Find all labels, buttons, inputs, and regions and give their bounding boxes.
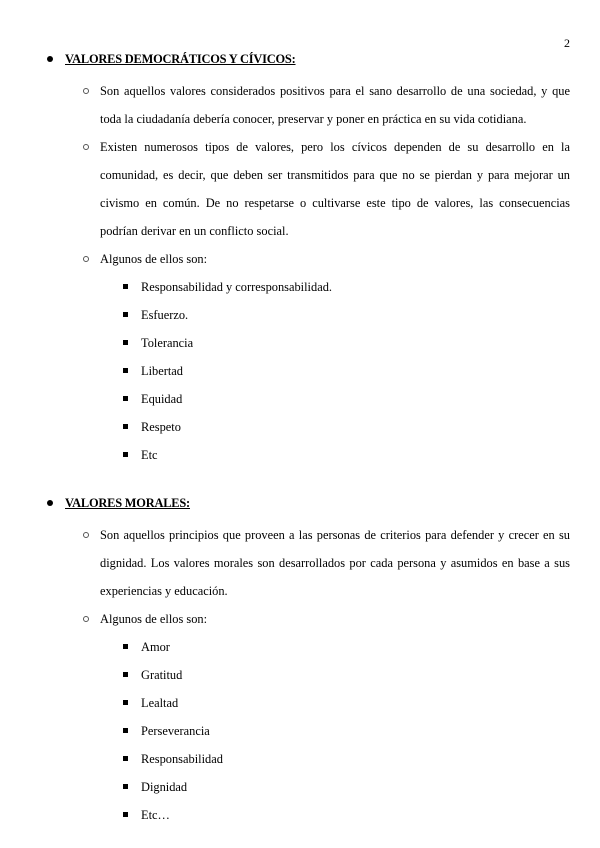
values-list bbox=[86, 273, 570, 469]
list-item-text: Perseverancia bbox=[141, 724, 210, 738]
paragraph-item bbox=[86, 133, 570, 245]
list-item-text: Gratitud bbox=[141, 668, 183, 682]
circle-bullet-icon bbox=[83, 532, 89, 538]
list-intro-item bbox=[86, 605, 570, 633]
square-bullet-icon bbox=[123, 424, 128, 429]
list-item-text: Responsabilidad bbox=[141, 752, 223, 766]
list-item bbox=[123, 633, 570, 661]
square-bullet-icon bbox=[123, 784, 128, 789]
list-item bbox=[123, 745, 570, 773]
list-item bbox=[123, 661, 570, 689]
list-item-text: Etc bbox=[141, 448, 158, 462]
list-item-text: Esfuerzo. bbox=[141, 308, 189, 322]
sub-list bbox=[45, 521, 570, 829]
list-item-text: Lealtad bbox=[141, 696, 179, 710]
paragraph-text: Son aquellos principios que proveen a las personas de criterios para defender y crecer en su dignidad. Los valores morales son desarrollados por cada persona y asumidos en base a sus experiencias y educación. bbox=[100, 528, 570, 598]
paragraph-item bbox=[86, 77, 570, 133]
section-heading-row bbox=[45, 50, 570, 68]
list-item-text: Respeto bbox=[141, 420, 181, 434]
square-bullet-icon bbox=[123, 700, 128, 705]
square-bullet-icon bbox=[123, 756, 128, 761]
list-item bbox=[123, 773, 570, 801]
list-item-text: Amor bbox=[141, 640, 170, 654]
disc-bullet-icon bbox=[47, 500, 53, 506]
sub-list bbox=[45, 77, 570, 469]
list-item bbox=[123, 717, 570, 745]
list-item-text: Equidad bbox=[141, 392, 183, 406]
square-bullet-icon bbox=[123, 284, 128, 289]
list-item bbox=[123, 441, 570, 469]
disc-bullet-icon bbox=[47, 56, 53, 62]
list-item-text: Libertad bbox=[141, 364, 183, 378]
list-item bbox=[123, 301, 570, 329]
list-item bbox=[123, 801, 570, 829]
list-item bbox=[123, 273, 570, 301]
square-bullet-icon bbox=[123, 396, 128, 401]
section-moral-values bbox=[45, 494, 570, 829]
list-intro-text: Algunos de ellos son: bbox=[100, 612, 208, 626]
list-intro-item bbox=[86, 245, 570, 273]
section-heading: VALORES DEMOCRÁTICOS Y CÍVICOS: bbox=[65, 51, 296, 66]
section-heading-row bbox=[45, 494, 570, 512]
list-intro-text: Algunos de ellos son: bbox=[100, 252, 208, 266]
list-item-text: Responsabilidad y corresponsabilidad. bbox=[141, 280, 332, 294]
circle-bullet-icon bbox=[83, 144, 89, 150]
list-item-text: Tolerancia bbox=[141, 336, 194, 350]
section-civic-values bbox=[45, 50, 570, 469]
list-item-text: Dignidad bbox=[141, 780, 188, 794]
list-item bbox=[123, 385, 570, 413]
square-bullet-icon bbox=[123, 812, 128, 817]
section-heading: VALORES MORALES: bbox=[65, 495, 190, 510]
square-bullet-icon bbox=[123, 644, 128, 649]
values-list bbox=[86, 633, 570, 829]
list-item bbox=[123, 329, 570, 357]
circle-bullet-icon bbox=[83, 88, 89, 94]
list-item bbox=[123, 357, 570, 385]
paragraph-item bbox=[86, 521, 570, 605]
paragraph-text: Son aquellos valores considerados positivos para el sano desarrollo de una sociedad, y que toda la ciudadanía debería conocer, preservar y poner en práctica en su vida cotidiana. bbox=[100, 84, 570, 126]
list-item bbox=[123, 689, 570, 717]
list-item-text: Etc… bbox=[141, 808, 170, 822]
square-bullet-icon bbox=[123, 368, 128, 373]
list-item bbox=[123, 413, 570, 441]
square-bullet-icon bbox=[123, 452, 128, 457]
page-number: 2 bbox=[564, 36, 570, 50]
square-bullet-icon bbox=[123, 672, 128, 677]
circle-bullet-icon bbox=[83, 256, 89, 262]
paragraph-text: Existen numerosos tipos de valores, pero los cívicos dependen de su desarrollo en la comunidad, es decir, que deben ser transmitidos para que no se pierdan y para mejorar un civismo en común. De no respetarse o cultivarse este tipo de valores, las consecuencias podrían derivar en un conflicto social. bbox=[100, 140, 570, 238]
square-bullet-icon bbox=[123, 340, 128, 345]
square-bullet-icon bbox=[123, 728, 128, 733]
square-bullet-icon bbox=[123, 312, 128, 317]
circle-bullet-icon bbox=[83, 616, 89, 622]
